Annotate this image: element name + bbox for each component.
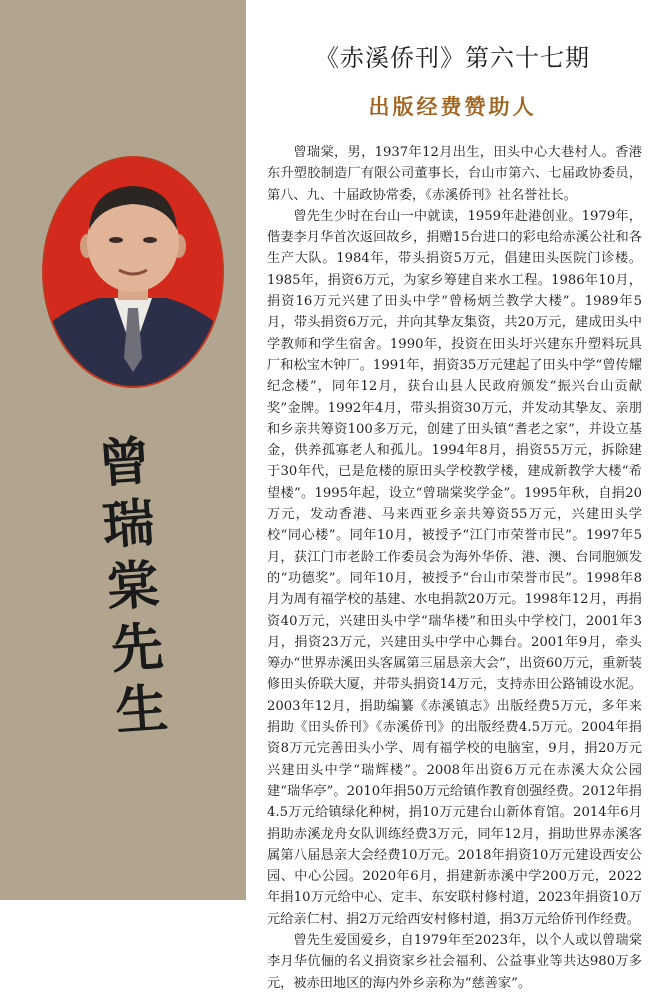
signature-char: 棠 xyxy=(104,554,162,619)
sidebar xyxy=(0,0,246,900)
issue-title: 《赤溪侨刊》第六十七期 xyxy=(315,44,590,72)
biography-paragraph: 曾先生少时在台山一中就读，1959年赴港创业。1979年，偕妻李月华首次返回故乡，捐赠15台进口的彩电给赤溪公社和各生产大队。1984年，带头捐资5万元，倡建田头医院门诊楼。1985年，捐资6万元，为家乡筹建自来水工程。1986年10月，捐资16万元兴建了田头中学“曾杨炳兰教学大楼”。1989年5月，带头捐资6万元，并向其挚友集资，共20万元，建成田头中学教师和学生宿舍。1990年，投资在田头圩兴建东升塑料玩具厂和松宝木钟厂。1991年，捐资35万元建起了田头中学“曾传耀纪念楼”，同年12月，获台山县人民政府颁发“振兴台山贡献奖”金牌。1992年4月，带头捐资30万元，并发动其挚友、亲朋和乡亲共筹资100多万元，创建了田头镇“耆老之家”，并设立基金，供养孤寡老人和孤儿。1994年8月，捐资55万元，拆除建于30年代，已是危楼的原田头学校教学楼，建成新教学大楼“希望楼”。1995年起，设立“曾瑞棠奖学金”。1995年秋，自捐20万元，发动香港、马来西亚乡亲共筹资55万元，兴建田头学校“同心楼”。同年10月，被授予“江门市荣誉市民”。1997年5月，获江门市老龄工作委员会为海外华侨、港、澳、台同胞颁发的“功德奖”。同年10月，被授予“台山市荣誉市民”。1998年8月为周有福学校的基建、水电捐款20万元。1998年12月，再捐资40万元，兴建田头中学“瑞华楼”和田头中学校门，2001年3月，捐资23万元，兴建田头中学中心舞台。2001年9月，牵头筹办“世界赤溪田头客属第三届恳亲大会”，出资60万元，重新装修田头侨联大厦，并带头捐资14万元，支持赤田公路铺设水泥。2003年12月，捐助编纂《赤溪镇志》出版经费5万元，多年来捐助《田头侨刊》《赤溪侨刊》的出版经费4.5万元。2004年捐资8万元完善田头小学、周有福学校的电脑室，9月，捐20万元兴建田头中学“瑞辉楼”。2008年出资6万元在赤溪大众公园建“瑞华亭”。2010年捐50万元给镇作教育创强经费。2012年捐4.5万元给镇绿化种树，捐10万元建台山新体育馆。2014年6月捐助赤溪龙舟女队训练经费3万元，同年12月，捐助世界赤溪客属第八届恳亲大会经费10万元。2018年捐资10万元建设西安公园、中心公园。2020年6月，捐建新赤溪中学200万元，2022年捐10万元给中心、定丰、东安联村修村道，2023年捐资10万元给亲仁村、捐2万元给西安村修村道，捐3万元给侨刊作经费。 xyxy=(267,208,642,927)
biography-paragraph: 曾瑞棠，男，1937年12月出生，田头中心大巷村人。香港东升塑胶制造厂有限公司董事长，台山市第六、七届政协委员，第八、九、十届政协常委，《赤溪侨刊》社名誉社长。 xyxy=(267,145,642,203)
portrait-photo xyxy=(42,156,224,388)
page-subtitle: 出版经费赞助人 xyxy=(368,95,537,119)
signature xyxy=(87,430,178,744)
signature-char: 先 xyxy=(109,616,166,681)
signature-char: 生 xyxy=(113,677,170,743)
biography-paragraph: 曾先生爱国爱乡，自1979年至2023年，以个人或以曾瑞棠李月华伉俪的名义捐资家乡社会福利、公益事业等共达980万多元，被赤田地区的海内外乡亲称为“慈善家”。 xyxy=(267,932,642,991)
signature-char: 曾 xyxy=(96,430,153,496)
signature-char: 瑞 xyxy=(100,492,157,557)
biography-text xyxy=(267,142,642,994)
portrait-illustration xyxy=(44,158,222,386)
main-content xyxy=(246,0,659,991)
